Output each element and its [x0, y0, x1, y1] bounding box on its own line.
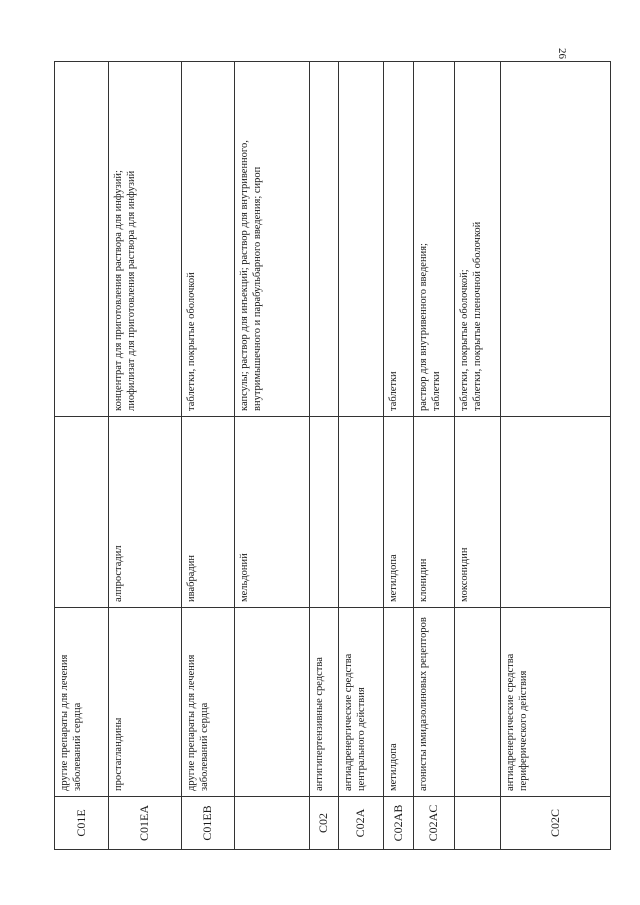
dosage-form-cell: таблетки, покрытые оболочкой; таблетки, покрытые пленочной оболочкой	[455, 62, 501, 417]
atc-code-cell	[235, 797, 310, 850]
atc-code-cell: C02AC	[414, 797, 455, 850]
table-row	[501, 62, 611, 850]
inn-cell: моксонидин	[455, 417, 501, 608]
group-name-cell: антиадренергические средства центрального действия	[339, 608, 384, 797]
inn-cell	[501, 417, 611, 608]
atc-code-cell: C01E	[55, 797, 109, 850]
dosage-form-cell: таблетки, покрытые оболочкой	[182, 62, 235, 417]
atc-code-cell: C01EA	[109, 797, 182, 850]
dosage-form-cell	[310, 62, 339, 417]
atc-code-cell: C02A	[339, 797, 384, 850]
dosage-form-cell	[339, 62, 384, 417]
page-number: 26	[556, 48, 568, 59]
atc-code-cell: C02C	[501, 797, 611, 850]
inn-cell: ивабрадин	[182, 417, 235, 608]
inn-cell	[55, 417, 109, 608]
group-name-cell: другие препараты для лечения заболеваний сердца	[55, 608, 109, 797]
table-row	[109, 62, 182, 850]
group-name-cell	[235, 608, 310, 797]
inn-cell: алпростадил	[109, 417, 182, 608]
inn-cell: метилдопа	[384, 417, 414, 608]
dosage-form-cell: капсулы; раствор для инъекций; раствор для внутривенного, внутримышечного и парабульбарного введения; сироп	[235, 62, 310, 417]
group-name-cell	[455, 608, 501, 797]
table-row	[339, 62, 384, 850]
inn-cell: клонидин	[414, 417, 455, 608]
group-name-cell: метилдопа	[384, 608, 414, 797]
table-row	[384, 62, 414, 850]
atc-code-cell: C02	[310, 797, 339, 850]
table-row	[455, 62, 501, 850]
group-name-cell: антигипертензивные средства	[310, 608, 339, 797]
table-row	[182, 62, 235, 850]
drug-table	[54, 61, 611, 850]
group-name-cell: агонисты имидазолиновых рецепторов	[414, 608, 455, 797]
dosage-form-cell: таблетки	[384, 62, 414, 417]
inn-cell: мельдоний	[235, 417, 310, 608]
inn-cell	[339, 417, 384, 608]
dosage-form-cell: раствор для внутривенного введения; таблетки	[414, 62, 455, 417]
table-row	[310, 62, 339, 850]
dosage-form-cell	[501, 62, 611, 417]
dosage-form-cell	[55, 62, 109, 417]
inn-cell	[310, 417, 339, 608]
table-row	[235, 62, 310, 850]
atc-code-cell	[455, 797, 501, 850]
table-row	[414, 62, 455, 850]
group-name-cell: антиадренергические средства периферического действия	[501, 608, 611, 797]
atc-code-cell: C02AB	[384, 797, 414, 850]
atc-code-cell: C01EB	[182, 797, 235, 850]
rotated-table-frame	[54, 62, 610, 850]
dosage-form-cell: концентрат для приготовления раствора для инфузий; лиофилизат для приготовления раствора для инфузий	[109, 62, 182, 417]
group-name-cell: простагландины	[109, 608, 182, 797]
table-row	[55, 62, 109, 850]
group-name-cell: другие препараты для лечения заболеваний сердца	[182, 608, 235, 797]
